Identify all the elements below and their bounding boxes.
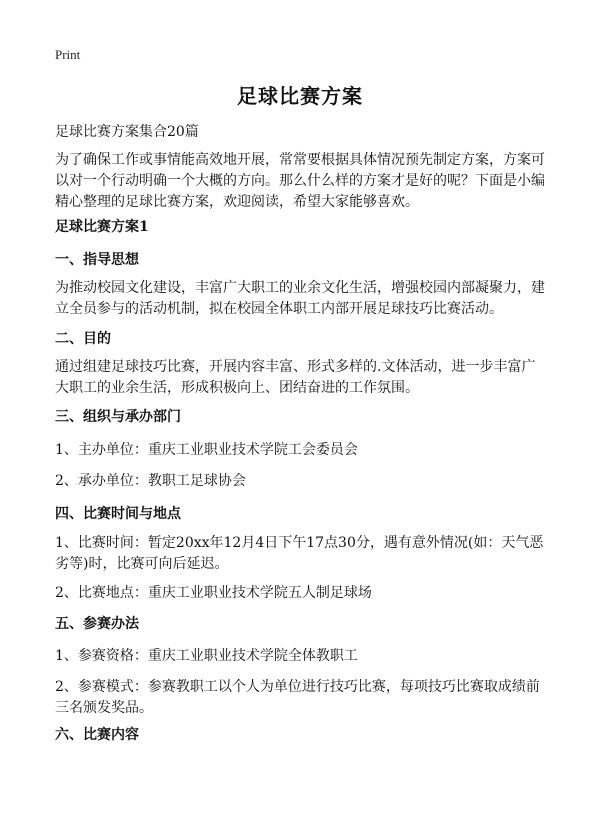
heading-goal: 二、目的	[55, 331, 111, 347]
heading-org: 三、组织与承办部门	[55, 409, 181, 425]
paragraph-place: 2、比赛地点：重庆工业职业技术学院五人制足球场	[55, 585, 372, 601]
paragraph-time: 1、比赛时间：暂定20xx年12月4日下午17点30分，遇有意外情况(如：天气恶劣等)时，比赛可向后延迟。	[55, 535, 544, 572]
paragraph-goal: 通过组建足球技巧比赛，开展内容丰富、形式多样的.文体活动，进一步丰富广大职工的业余生活，形成积极向上、团结奋进的工作氛围。	[55, 359, 536, 396]
page-title: 足球比赛方案	[237, 84, 363, 108]
heading-guide: 一、指导思想	[55, 252, 139, 268]
print-link[interactable]: Print	[55, 47, 81, 62]
paragraph-org-host: 1、主办单位：重庆工业职业技术学院工会委员会	[55, 442, 358, 458]
paragraph-org-organizer: 2、承办单位：教职工足球协会	[55, 473, 246, 489]
intro-paragraph: 为了确保工作或事情能高效地开展，常常要根据具体情况预先制定方案，方案可以对一个行动明确一个大概的方向。那么什么样的方案才是好的呢？下面是小编精心整理的足球比赛方案，欢迎阅读，希望大家能够喜欢。	[55, 152, 545, 210]
paragraph-eligibility: 1、参赛资格：重庆工业职业技术学院全体教职工	[55, 648, 358, 664]
document-subtitle: 足球比赛方案集合20篇	[55, 124, 199, 140]
paragraph-format: 2、参赛模式：参赛教职工以个人为单位进行技巧比赛，每项技巧比赛取成绩前三名颁发奖品。	[55, 679, 540, 716]
heading-time: 四、比赛时间与地点	[55, 506, 181, 522]
section-title: 足球比赛方案1	[55, 219, 149, 235]
heading-content: 六、比赛内容	[55, 727, 139, 743]
heading-method: 五、参赛办法	[55, 616, 139, 632]
paragraph-guide: 为推动校园文化建设，丰富广大职工的业余文化生活，增强校园内部凝聚力，建立全员参与的活动机制，拟在校园全体职工内部开展足球技巧比赛活动。	[55, 280, 545, 317]
